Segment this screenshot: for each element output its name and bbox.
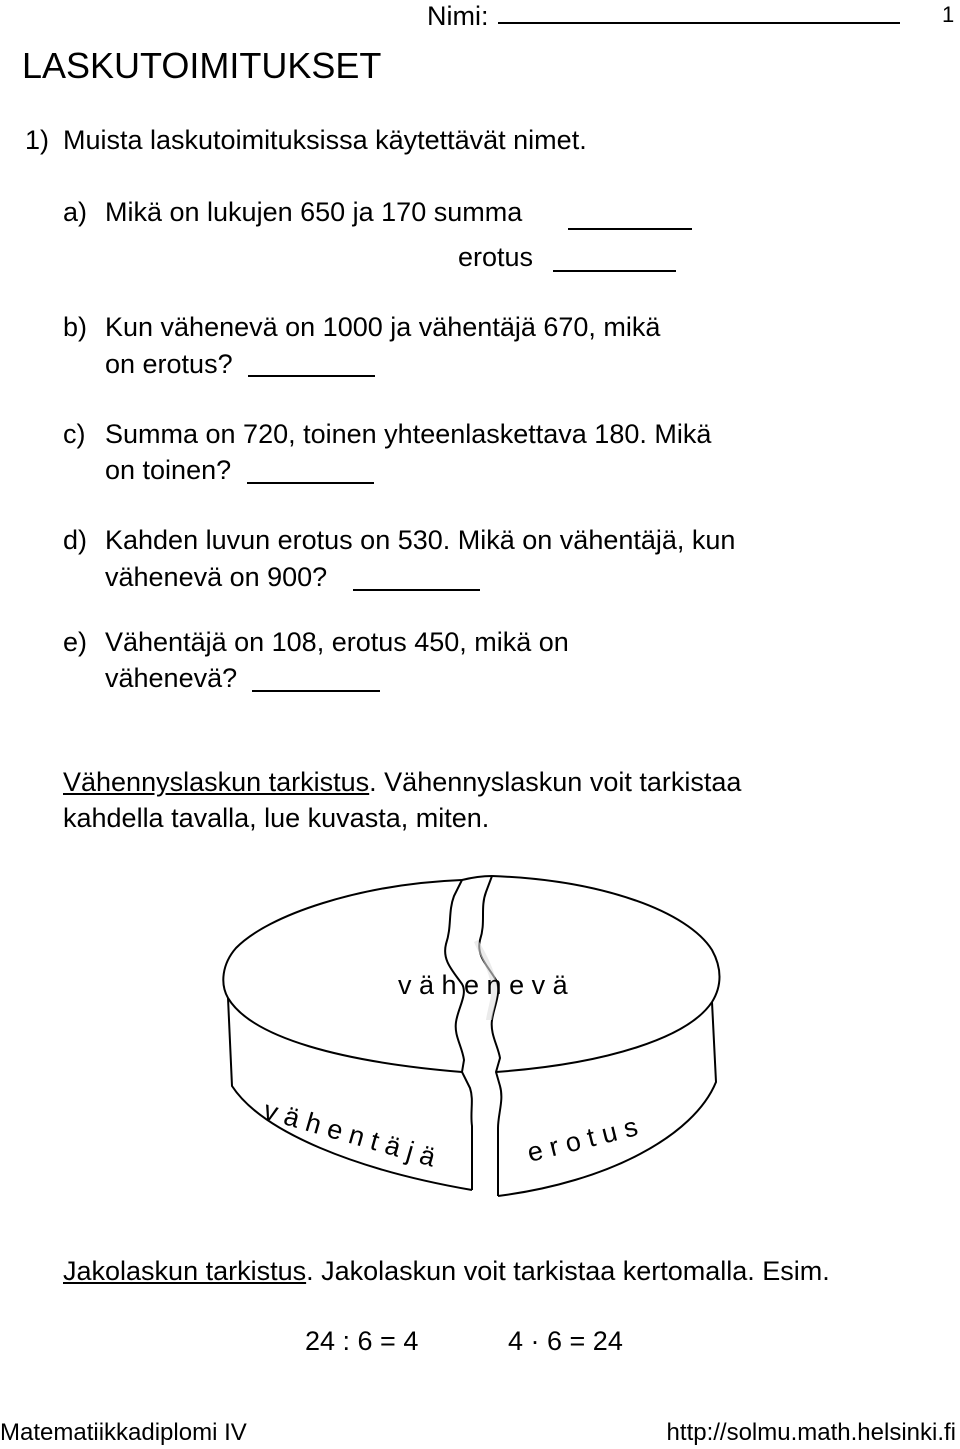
subtraction-check-text: . Vähennyslaskun voit tarkistaa xyxy=(369,767,742,797)
diagram-top-label: v ä h e n e v ä xyxy=(398,970,568,1000)
page-number: 1 xyxy=(942,2,955,27)
item-c-letter: c) xyxy=(63,419,86,449)
answer-c-blank[interactable] xyxy=(247,482,374,484)
division-example: 24 : 6 = 4 xyxy=(305,1326,419,1356)
answer-a-sum-blank[interactable] xyxy=(568,228,692,230)
subtraction-check-text-line2: kahdella tavalla, lue kuvasta, miten. xyxy=(63,803,490,833)
item-e-question-line1: Vähentäjä on 108, erotus 450, mikä on xyxy=(105,627,569,657)
subtraction-check-paragraph xyxy=(63,766,741,798)
item-a-letter: a) xyxy=(63,197,88,227)
diagram-right-label: e r o t u s xyxy=(524,1111,641,1168)
answer-e-blank[interactable] xyxy=(252,690,380,692)
item-b-letter: b) xyxy=(63,312,88,342)
cake-back-rim xyxy=(462,876,492,880)
item-b-question-line1: Kun vähenevä on 1000 ja vähentäjä 670, mikä xyxy=(105,312,661,342)
item-c-question-line2: on toinen? xyxy=(105,455,232,485)
cake-left-side xyxy=(228,998,472,1190)
subtraction-check-heading: Vähennyslaskun tarkistus xyxy=(63,767,370,797)
division-check-paragraph xyxy=(63,1255,830,1287)
item-a-second-question: erotus xyxy=(458,242,534,272)
item-d-letter: d) xyxy=(63,525,88,555)
subtraction-cake-diagram xyxy=(0,860,960,1220)
diagram-left-label: v ä h e n t ä j ä xyxy=(260,1094,439,1173)
item-a-question: Mikä on lukujen 650 ja 170 summa xyxy=(105,197,523,227)
item-d-question-line1: Kahden luvun erotus on 530. Mikä on vähentäjä, kun xyxy=(105,525,736,555)
item-d-question-line2: vähenevä on 900? xyxy=(105,562,328,592)
footer-left: Matematiikkadiplomi IV xyxy=(0,1419,247,1446)
task-intro: Muista laskutoimituksissa käytettävät nimet. xyxy=(63,125,587,155)
answer-d-blank[interactable] xyxy=(353,589,480,591)
cake-crack-right-edge xyxy=(479,876,501,1196)
page-title: LASKUTOIMITUKSET xyxy=(22,45,382,86)
division-check-heading: Jakolaskun tarkistus xyxy=(63,1256,307,1286)
name-field[interactable] xyxy=(498,22,900,24)
answer-b-blank[interactable] xyxy=(248,375,375,377)
cake-crack-left-edge xyxy=(445,880,472,1190)
task-number: 1) xyxy=(25,125,50,155)
footer-right-url[interactable]: http://solmu.math.helsinki.fi xyxy=(666,1419,956,1446)
item-b-question-line2: on erotus? xyxy=(105,349,233,379)
item-e-letter: e) xyxy=(63,627,88,657)
item-c-question-line1: Summa on 720, toinen yhteenlaskettava 180. Mikä xyxy=(105,419,712,449)
answer-a-difference-blank[interactable] xyxy=(553,270,676,272)
multiplication-check-example: 4 · 6 = 24 xyxy=(508,1326,623,1356)
name-label: Nimi: xyxy=(427,1,489,31)
division-check-text: . Jakolaskun voit tarkistaa kertomalla. Esim. xyxy=(306,1256,830,1286)
item-e-question-line2: vähenevä? xyxy=(105,663,238,693)
